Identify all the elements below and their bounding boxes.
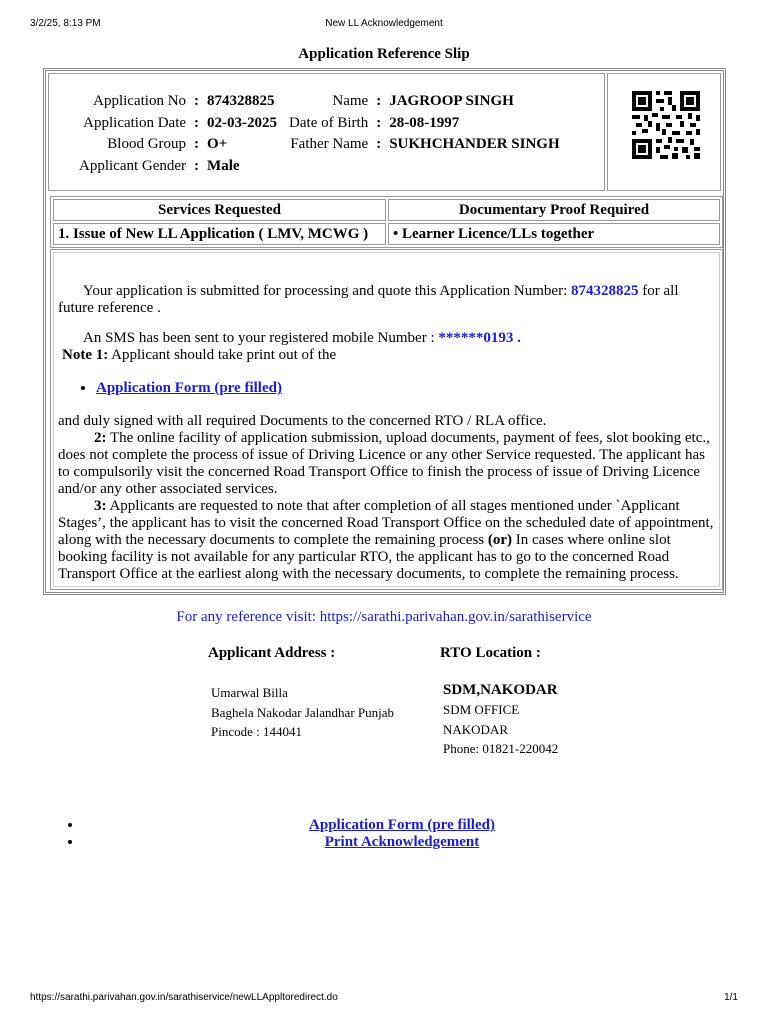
note-2-text: The online facility of application submission, upload documents, payment of fees, slot booking etc., does not complete the process of issue of Driving Licence or any other Service requested. The applicant has to compulsorily visit the concerned Road Transport Office to finish the process of issue of Driving Licence and/or any other associated services. — [58, 430, 710, 497]
print-page-number: 1/1 — [724, 992, 738, 1003]
note-3 — [58, 498, 715, 583]
address-line-2: Baghela Nakodar Jalandhar Punjab — [211, 704, 395, 720]
sms-text: An SMS has been sent to your registered mobile Number : — [83, 330, 435, 346]
blood-group-label: Blood Group — [107, 136, 187, 153]
note-2 — [58, 430, 715, 498]
dob-value: 28-08-1997 — [389, 114, 460, 131]
rto-location — [443, 680, 558, 759]
rto-line-1: SDM OFFICE — [443, 702, 520, 717]
rto-name: SDM,NAKODAR — [443, 682, 558, 698]
address-line-3: Pincode : 144041 — [211, 724, 302, 739]
colon: : — [194, 157, 200, 174]
info-row — [79, 113, 572, 135]
applicant-info-table — [79, 91, 572, 177]
application-date-value: 02-03-2025 — [207, 114, 278, 131]
qr-code-icon — [632, 91, 700, 159]
note-1 — [58, 347, 715, 364]
dob-label: Date of Birth — [289, 114, 369, 131]
print-page-title: New LL Acknowledgement — [325, 18, 443, 29]
sms-message — [58, 330, 715, 347]
table-header-row — [53, 199, 720, 221]
services-table — [50, 196, 723, 248]
name-value: JAGROOP SINGH — [389, 93, 514, 110]
gender-value: Male — [207, 157, 240, 174]
note-1-text: Applicant should take print out of the — [111, 347, 337, 363]
application-no-label: Application No — [93, 93, 187, 110]
colon: : — [194, 114, 200, 131]
submitted-text: Your application is submitted for processing and quote this Application Number: — [83, 283, 568, 299]
table-row — [53, 223, 720, 245]
qr-box — [607, 73, 721, 191]
proof-cell: • Learner Licence/LLs together — [388, 223, 720, 245]
note-3-text-b: In cases where online slot booking facility is not available for any particular RTO, the applicant has to go to the concerned Road Transport Office at the earliest along with the necessary documents, to complete the remaining process. — [58, 532, 679, 582]
rto-line-2: NAKODAR — [443, 721, 508, 737]
applicant-address-heading: Applicant Address : — [208, 645, 336, 661]
bottom-links — [0, 817, 768, 851]
note-2-label: 2: — [94, 430, 107, 446]
list-item — [83, 834, 768, 851]
list-item — [83, 817, 768, 834]
slip-container — [43, 68, 726, 595]
info-row — [79, 91, 572, 113]
info-row — [79, 134, 572, 156]
services-header: Services Requested — [53, 199, 386, 221]
applicant-address — [211, 683, 394, 742]
note-1-continued: and duly signed with all required Documents to the concerned RTO / RLA office. — [58, 413, 547, 429]
colon: : — [194, 93, 200, 110]
blood-group-value: O+ — [207, 136, 228, 153]
note-1-links — [96, 380, 715, 397]
note-3-or: (or) — [487, 532, 513, 548]
print-header — [0, 18, 768, 32]
service-cell: 1. Issue of New LL Application ( LMV, MCWG ) — [53, 223, 386, 245]
father-name-value: SUKHCHANDER SINGH — [389, 136, 560, 153]
name-label: Name — [332, 93, 369, 110]
colon: : — [194, 136, 200, 153]
note-3-text-a: Applicants are requested to note that after completion of all stages mentioned under `Applicant Stages’, the applicant has to visit the concerned Road Transport Office on the scheduled date of appointment, along with the necessary documents to complete the remaining process — [58, 498, 714, 548]
reference-visit-text: For any reference visit: https://sarathi.parivahan.gov.in/sarathiservice — [176, 609, 592, 625]
applicant-info-box — [48, 73, 605, 191]
colon: : — [376, 136, 382, 153]
rto-location-heading: RTO Location : — [440, 645, 541, 661]
notes-box — [50, 249, 723, 590]
application-form-link-bottom[interactable]: Application Form (pre filled) — [309, 817, 495, 833]
submitted-text-end: for all future reference . — [58, 283, 679, 316]
gender-label: Applicant Gender — [79, 157, 187, 174]
application-number-highlight: 874328825 — [571, 283, 639, 299]
print-footer — [0, 992, 768, 1006]
list-item — [96, 380, 715, 397]
address-line-1: Umarwal Billa — [211, 685, 288, 700]
print-datetime: 3/2/25, 8:13 PM — [30, 18, 101, 29]
rto-phone: Phone: 01821-220042 — [443, 741, 559, 756]
masked-mobile: ******0193 . — [438, 330, 521, 346]
submitted-message — [58, 283, 715, 317]
father-name-label: Father Name — [290, 136, 369, 153]
info-row — [79, 156, 572, 178]
application-date-label: Application Date — [83, 114, 187, 131]
print-url: https://sarathi.parivahan.gov.in/sarathiservice/newLLAppltoredirect.do — [30, 992, 338, 1003]
colon: : — [376, 93, 382, 110]
slip-title: Application Reference Slip — [298, 46, 470, 62]
proof-header: Documentary Proof Required — [388, 199, 720, 221]
application-no-value: 874328825 — [207, 93, 275, 110]
note-3-label: 3: — [94, 498, 107, 514]
application-form-link[interactable]: Application Form (pre filled) — [96, 380, 282, 396]
colon: : — [376, 114, 382, 131]
note-1-label: Note 1: — [62, 347, 109, 363]
print-acknowledgement-link[interactable]: Print Acknowledgement — [324, 834, 480, 850]
